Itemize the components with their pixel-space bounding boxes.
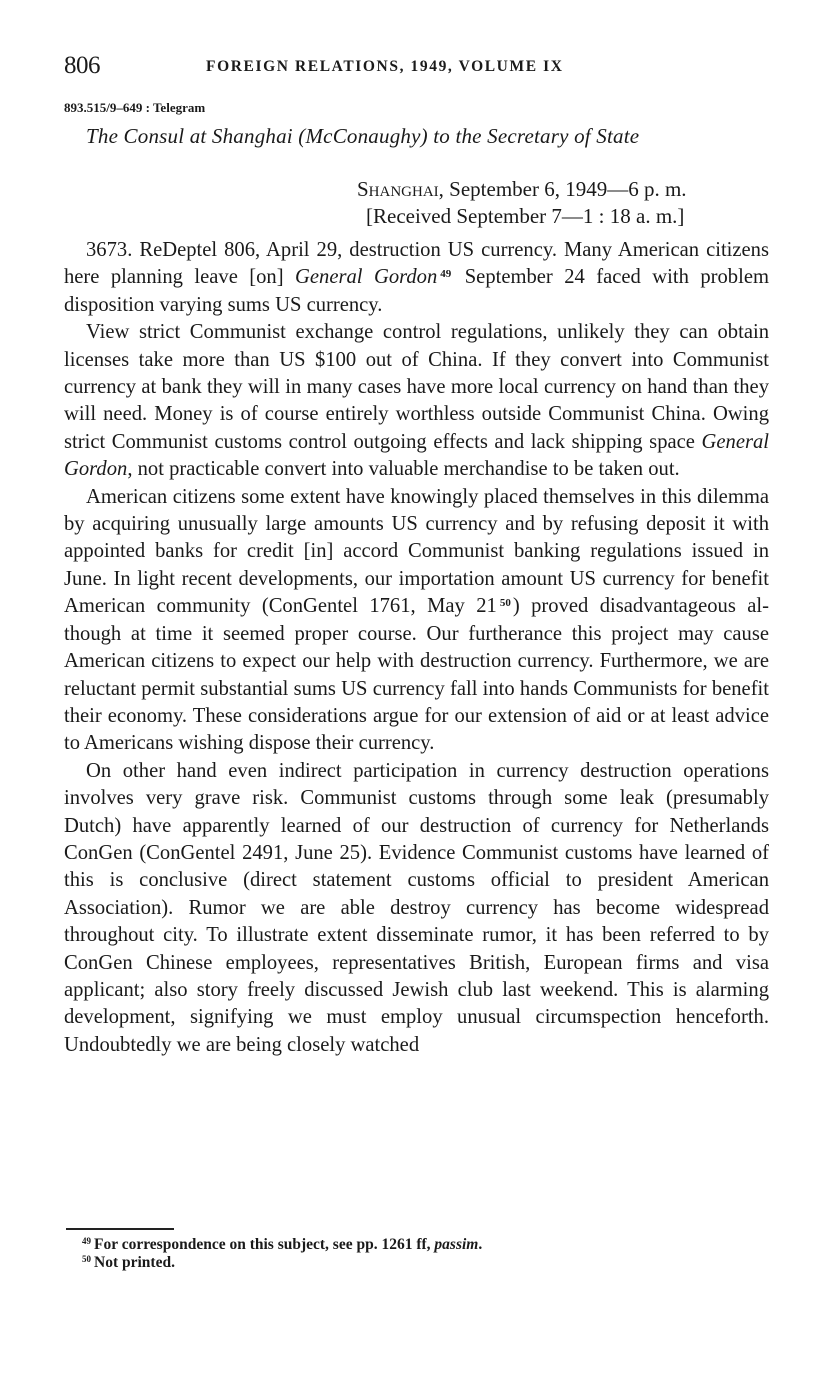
document-reference: 893.515/9–649 : Telegram bbox=[64, 100, 206, 115]
ship-name: General Gordon bbox=[64, 430, 769, 481]
page-number: 806 bbox=[64, 52, 100, 79]
footnotes bbox=[82, 1236, 482, 1272]
paragraph-3 bbox=[64, 484, 769, 758]
footnote-divider bbox=[66, 1228, 174, 1230]
dateline-received: [Received September 7—1 : 18 a. m.] bbox=[366, 204, 685, 228]
footnote-text: Not printed. bbox=[94, 1254, 175, 1271]
dateline-place: Shanghai bbox=[357, 177, 439, 201]
paragraph-1-text-b: September 24 faced with problem disposition varying sums US currency. bbox=[64, 266, 769, 316]
footnote-number: 49 bbox=[82, 1236, 91, 1247]
footnote-end: . bbox=[478, 1236, 483, 1253]
document-heading: The Consul at Shanghai (McConaughy) to the Secretary of State bbox=[86, 124, 640, 148]
footnote-ref-50[interactable]: 50 bbox=[499, 597, 511, 610]
footnote-italic: passim bbox=[434, 1236, 479, 1253]
dateline-date: , September 6, 1949—6 p. m. bbox=[438, 177, 687, 201]
paragraph-2-text-a: View strict Communist exchange control regulations, unlikely they can obtain licenses take more than US $100 out of China. If they convert into Communist currency at bank they will in many cases have more local currency on hand than they will need. Money is of course entirely worthless outside Communist China. Owing strict Communist customs control outgoing effects and lack shipping space bbox=[64, 321, 769, 453]
running-title: FOREIGN RELATIONS, 1949, VOLUME IX bbox=[206, 58, 564, 75]
dateline-sent bbox=[357, 176, 769, 203]
paragraph-3-text-a: American citizens some extent have knowingly placed themselves in this dilemma by acquiring unusually large amounts US currency and by refusing deposit it with appointed banks for credit [in] accord Communist banking regulations issued in June. In light recent developments, our importation amount US currency for benefit American community (ConGentel 1761, May 21 bbox=[64, 485, 769, 618]
dateline bbox=[357, 176, 769, 230]
running-head bbox=[64, 50, 769, 86]
paragraph-4: On other hand even indirect participation in currency destruction operations involves very grave risk. Communist customs through some leak (presumably Dutch) have apparently learned of our destruction of currency for Netherlands ConGen (ConGentel 2491, June 25). Evidence Communist customs have learned of this is conclusive (direct statement customs official to president American Association). Rumor we are able destroy currency has become widespread throughout city. To illustrate extent disseminate rumor, it has been referred to by ConGen Chinese employees, representatives British, European firms and visa applicant; also story freely discussed Jewish club last weekend. This is alarming development, signifying we must employ unusual circumspection henceforth. Undoubtedly we are being closely watched bbox=[64, 759, 769, 1056]
footnote-ref-49[interactable]: 49 bbox=[440, 268, 452, 281]
telegram-body bbox=[64, 237, 769, 1059]
paragraph-1 bbox=[64, 237, 769, 319]
ship-name: General Gordon bbox=[295, 266, 438, 289]
footnote-50 bbox=[82, 1254, 482, 1272]
paragraph-2 bbox=[64, 319, 769, 483]
paragraph-2-text-b: , not practicable convert into valuable merchandise to be taken out. bbox=[127, 458, 680, 481]
paragraph-3-text-b: ) proved disadvantageous although at time it seemed proper course. Our furtherance this project may cause American citizens to expect our help with destruction currency. Furthermore, we are reluctant permit substantial sums US currency fall into hands Communists for benefit their economy. These considerations argue for our extension of aid or at least advice to Americans wishing dispose their currency. bbox=[64, 595, 769, 755]
footnote-number: 50 bbox=[82, 1254, 91, 1265]
paragraph-1-text-a: 3673. ReDeptel 806, April 29, destruction US currency. Many American citizens here planning leave [on] bbox=[64, 239, 769, 289]
footnote-text: For correspondence on this subject, see pp. 1261 ff, bbox=[94, 1236, 435, 1253]
footnote-49 bbox=[82, 1236, 482, 1254]
